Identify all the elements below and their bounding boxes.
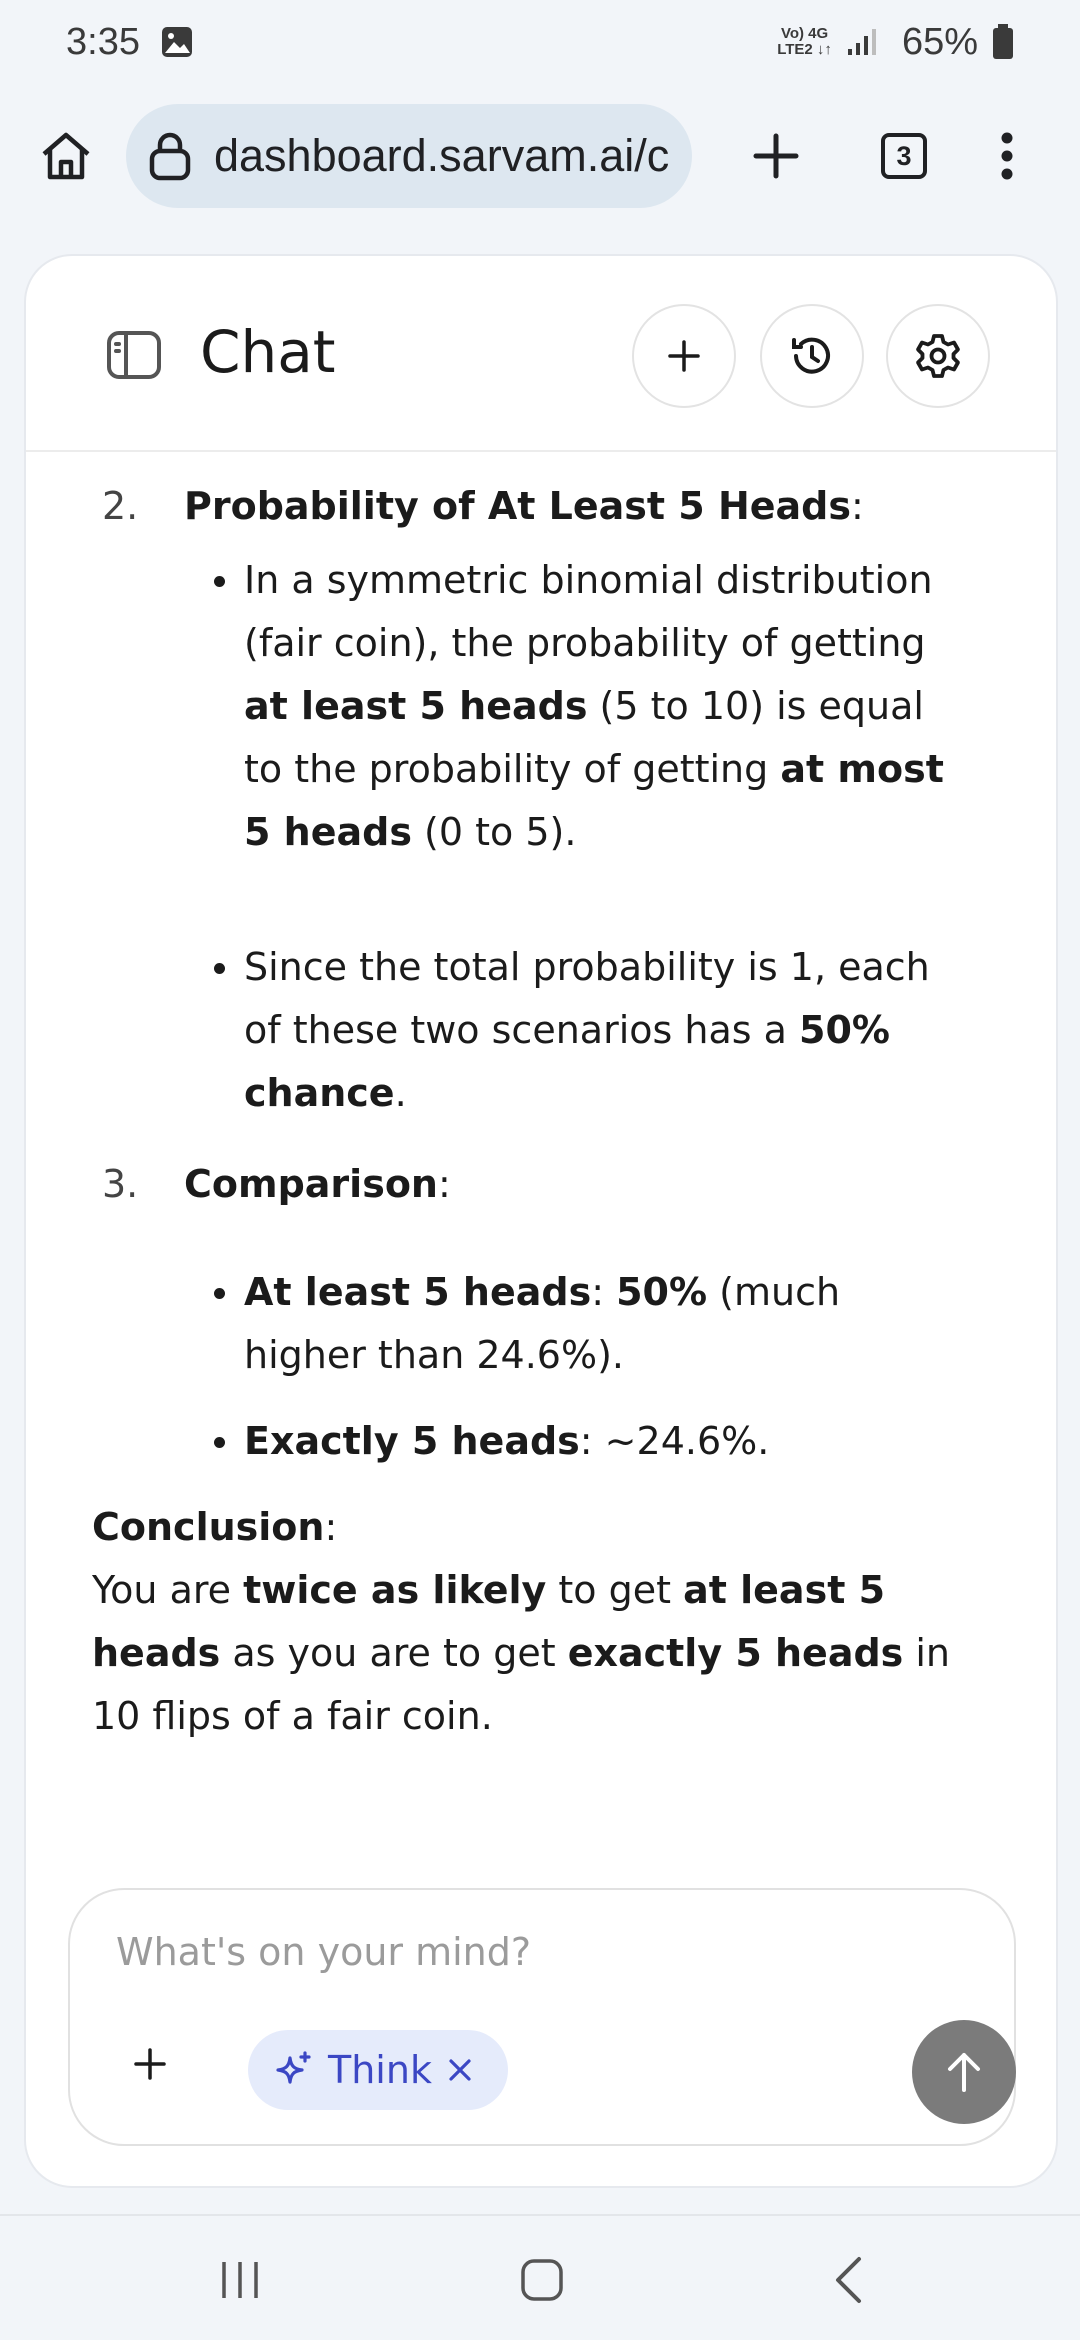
conclusion-colon: : [324, 1505, 338, 1549]
conclusion-strong: at least 5 heads [92, 1568, 886, 1675]
send-button[interactable] [912, 2020, 1016, 2124]
home-icon[interactable] [34, 124, 98, 188]
history-button[interactable] [760, 304, 864, 408]
conclusion-strong: exactly 5 heads [567, 1631, 904, 1675]
url-text[interactable]: dashboard.sarvam.ai/c [214, 130, 670, 181]
bullet-strong: Exactly 5 heads [244, 1419, 580, 1463]
status-indicators [777, 21, 1014, 64]
conclusion-strong: twice as likely [243, 1568, 547, 1612]
tab-count[interactable]: 3 [881, 133, 927, 179]
status-bar [0, 0, 1080, 84]
settings-button[interactable] [886, 304, 990, 408]
arrow-up-icon [944, 2050, 984, 2094]
bullet-text: : [591, 1270, 617, 1314]
lock-icon[interactable] [148, 131, 192, 181]
conclusion-label: Conclusion [92, 1505, 325, 1549]
bullet-strong: At least 5 heads [244, 1270, 592, 1314]
list-heading: Probability of At Least 5 Heads [184, 484, 852, 528]
network-type-label: Vo) 4G [780, 25, 829, 42]
tab-switcher-button[interactable] [874, 126, 934, 186]
conclusion-fragment: in 10 flips of a fair coin. [92, 1631, 951, 1738]
bullet-text: (5 to 10) is equal to the probability of getting [244, 684, 924, 791]
conclusion-text [92, 1559, 972, 1748]
message-composer [68, 1888, 1016, 2146]
list-heading-suffix: : [437, 1162, 451, 1206]
page-title: Chat [200, 318, 336, 386]
gallery-notification-icon [160, 25, 194, 59]
gear-icon [914, 332, 962, 380]
plus-icon [667, 339, 701, 373]
think-label[interactable]: Think [328, 2048, 432, 2092]
list-number: 2. [102, 484, 139, 528]
bullet-strong: 50% [616, 1270, 708, 1314]
status-time: 3:35 [66, 20, 140, 63]
bullet-text: (much higher than 24.6%). [244, 1270, 841, 1377]
message-content [26, 452, 1056, 1842]
back-nav-icon[interactable] [818, 2250, 878, 2310]
list-heading-suffix: : [851, 484, 864, 528]
home-nav-icon[interactable] [512, 2250, 572, 2310]
battery-icon [992, 24, 1014, 60]
battery-percent: 65% [901, 20, 978, 63]
bullet-text: (0 to 5). [411, 810, 577, 854]
bullet-strong: at most 5 heads [244, 747, 944, 854]
signal-icon [846, 27, 880, 57]
sparkle-icon [274, 2050, 314, 2090]
address-bar[interactable] [126, 104, 692, 208]
list-item [102, 1152, 451, 1216]
bullet-text: Since the total probability is 1, each of these two scenarios has a [244, 945, 930, 1052]
chat-panel [24, 254, 1058, 2188]
bullet-strong: at least 5 heads [244, 684, 588, 728]
plus-icon [133, 2047, 167, 2081]
more-options-icon[interactable] [990, 126, 1024, 186]
network-lte-label: LTE2 ↓↑ [777, 41, 832, 58]
conclusion-heading [92, 1496, 992, 1559]
conclusion-fragment: to get [546, 1568, 684, 1612]
history-icon [788, 332, 836, 380]
bullet-point [244, 1410, 944, 1473]
bullet-point [244, 1261, 864, 1387]
new-tab-icon[interactable] [746, 126, 806, 186]
bullet-text: : ~24.6%. [579, 1419, 770, 1463]
list-heading: Comparison [184, 1162, 438, 1206]
chat-header [26, 256, 1056, 452]
attach-button[interactable] [120, 2034, 180, 2094]
conclusion-fragment: as you are to get [220, 1631, 568, 1675]
sidebar-toggle-icon[interactable] [106, 330, 162, 384]
bullet-text: In a symmetric binomial distribution (fair coin), the probability of getting [244, 558, 933, 665]
bullet-strong: 50% chance [244, 1008, 890, 1115]
message-input[interactable] [116, 1930, 936, 1974]
new-chat-button[interactable] [632, 304, 736, 408]
network-indicator [777, 26, 832, 58]
bullet-point [244, 549, 944, 864]
bullet-text: . [394, 1071, 407, 1115]
think-mode-chip[interactable] [248, 2030, 508, 2110]
recent-apps-icon[interactable] [210, 2250, 270, 2310]
list-item [102, 474, 864, 538]
close-icon[interactable] [446, 2056, 474, 2084]
conclusion-fragment: You are [92, 1568, 244, 1612]
system-nav-bar [0, 2214, 1080, 2340]
list-number: 3. [102, 1162, 139, 1206]
bullet-point [244, 936, 944, 1125]
browser-toolbar [0, 96, 1080, 216]
